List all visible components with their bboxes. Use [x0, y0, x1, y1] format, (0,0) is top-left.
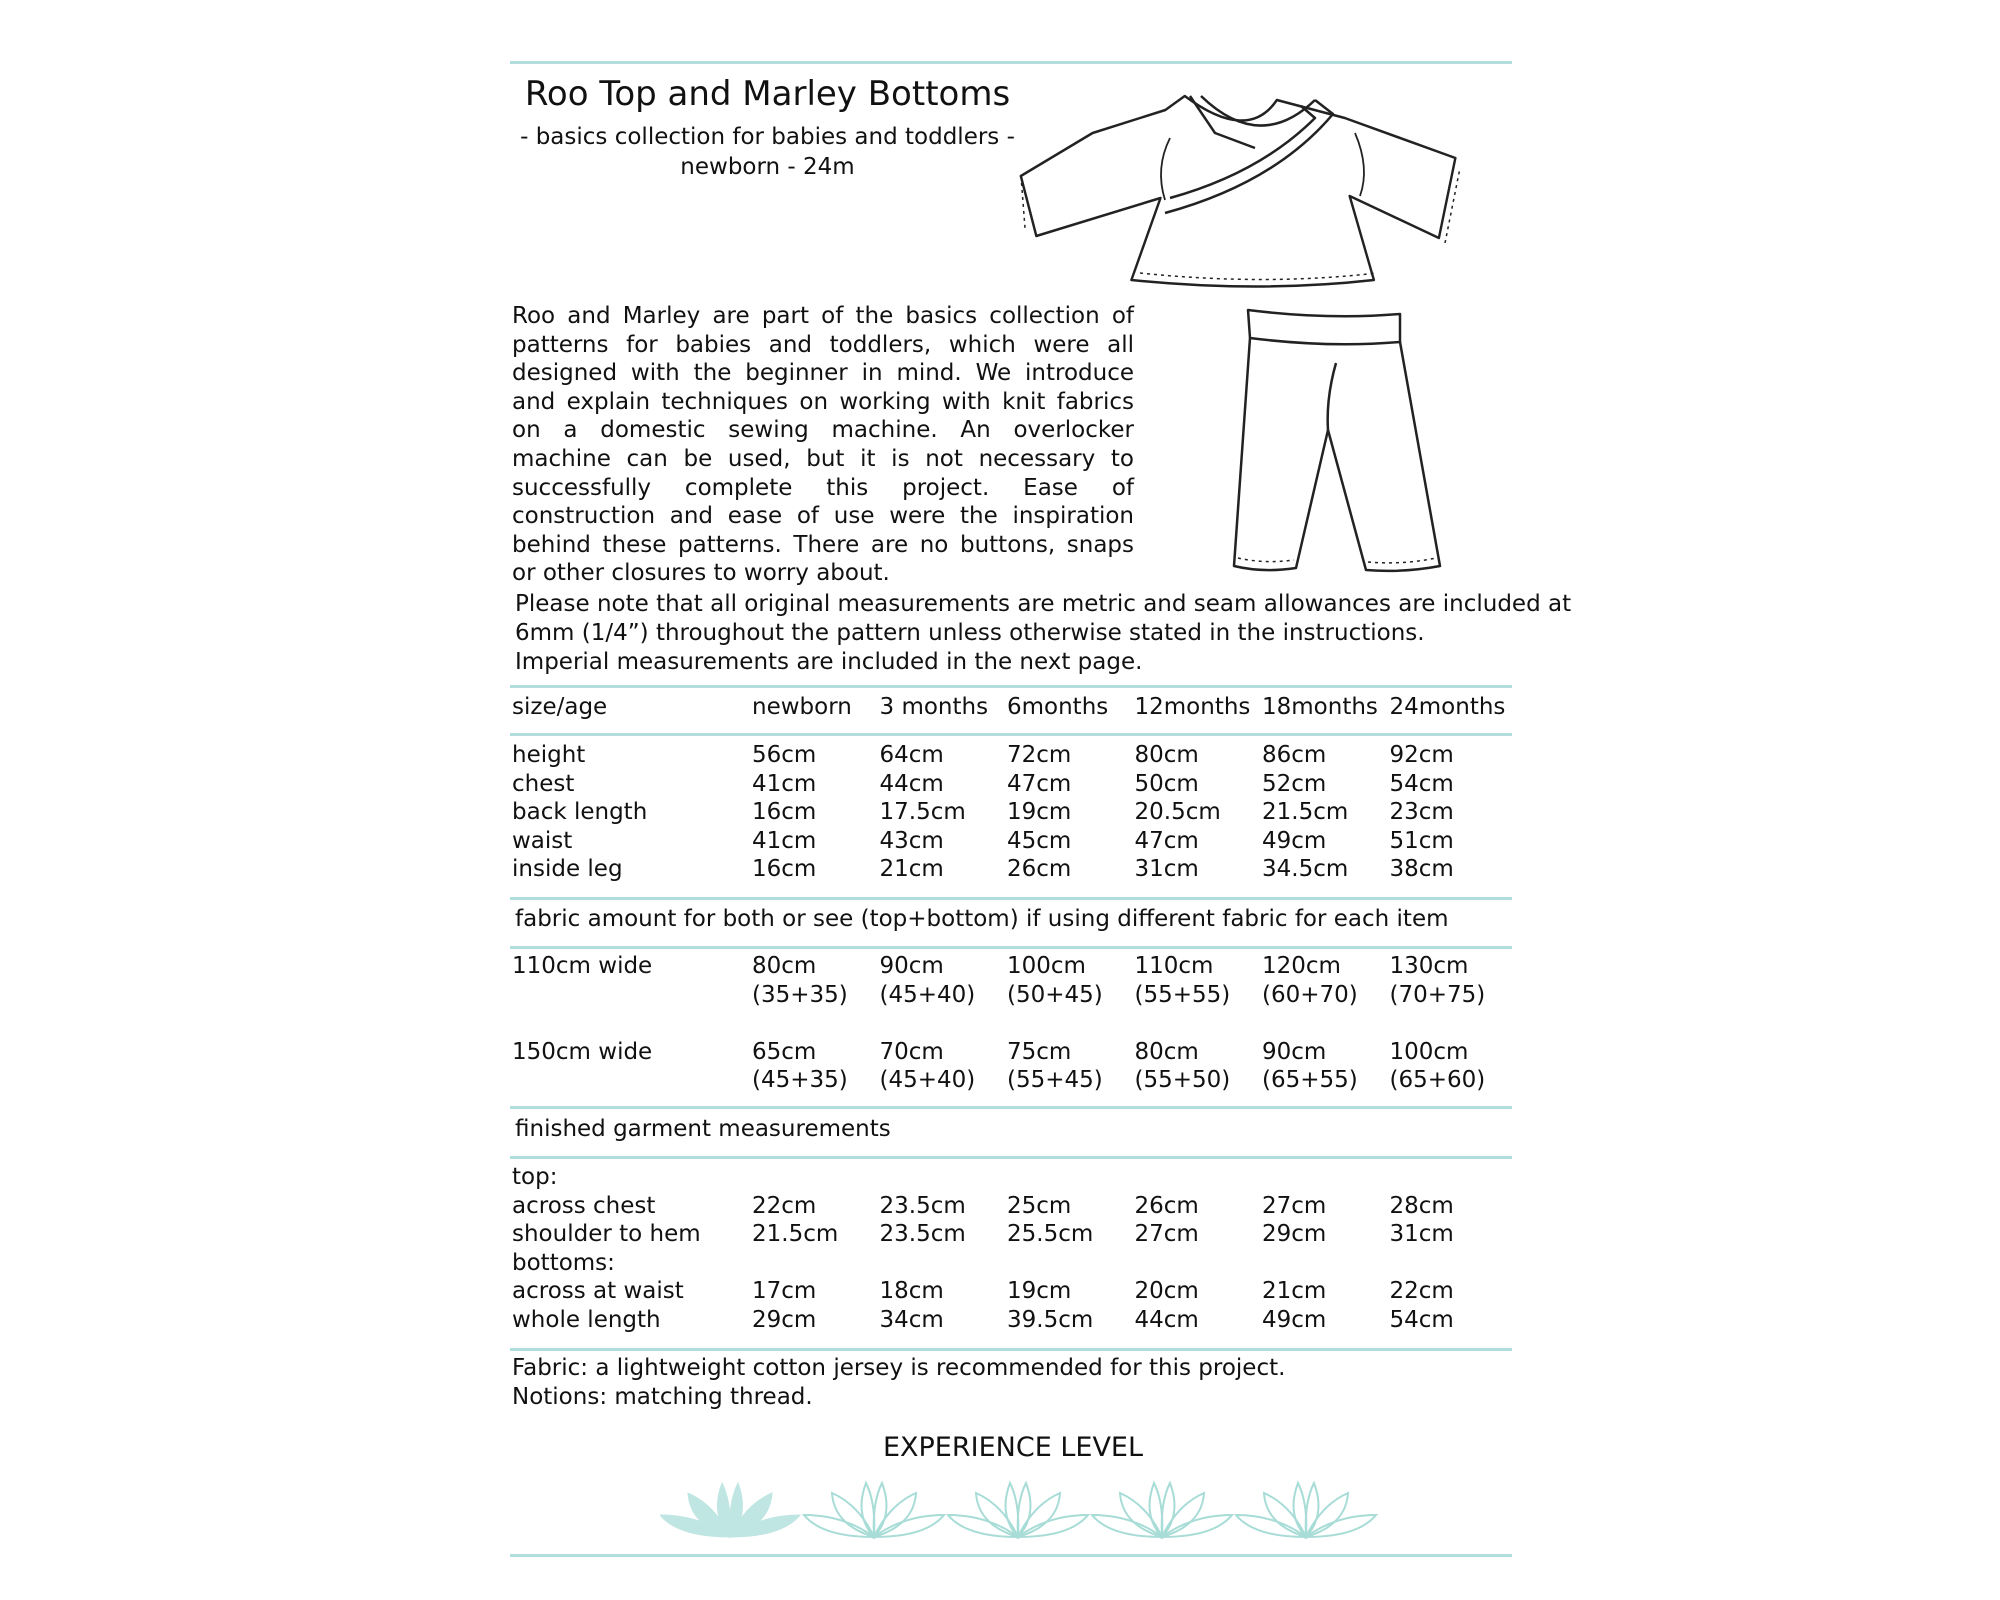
fabric-notes [512, 1354, 1285, 1412]
cell: (45+35) [752, 1067, 848, 1094]
cell: 39.5cm [1007, 1306, 1094, 1333]
header-cell: 24months [1389, 694, 1506, 720]
size-table-header [512, 694, 1517, 723]
cell: 21.5cm [1262, 799, 1349, 826]
cell: 70cm [879, 1038, 944, 1065]
cell: 100cm [1007, 953, 1086, 979]
lotus-icon [660, 1483, 800, 1537]
fabric-recommendation: Fabric: a lightweight cotton jersey is recommended for this project. [512, 1355, 1286, 1381]
table-row [512, 1221, 1517, 1250]
measurement-note [515, 590, 1571, 677]
size-table [512, 742, 1517, 885]
cell: 17cm [752, 1278, 817, 1305]
fabric-heading-rule [510, 946, 1512, 949]
note-line: Please note that all original measurements are metric and seam allowances are included at [515, 591, 1572, 617]
row-label: 150cm wide [512, 1038, 653, 1065]
collection-subtitle: - basics collection for babies and toddlers - [520, 124, 1015, 150]
cell: 16cm [752, 856, 817, 883]
section-label: bottoms: [512, 1249, 615, 1276]
finished-heading: finished garment measurements [515, 1116, 891, 1142]
cell: 80cm [752, 953, 817, 979]
cell: (55+55) [1134, 981, 1231, 1008]
cell: 100cm [1389, 1038, 1469, 1065]
bottom-rule [510, 1554, 1512, 1557]
cell: 27cm [1262, 1192, 1327, 1219]
table-row [512, 1067, 1517, 1096]
cell: (55+50) [1134, 1067, 1231, 1094]
cell: 65cm [752, 1038, 817, 1065]
lotus-icon [804, 1483, 944, 1537]
cell: 54cm [1389, 1306, 1454, 1333]
cell: 16cm [752, 799, 817, 826]
cell: (50+45) [1007, 981, 1103, 1008]
cell: 20.5cm [1134, 799, 1221, 826]
table-row [512, 771, 1517, 800]
top-rule [510, 61, 1512, 64]
cell: 52cm [1262, 770, 1327, 797]
header-cell: 12months [1134, 694, 1251, 720]
table-row [512, 1193, 1517, 1222]
cell: 47cm [1007, 770, 1072, 797]
cell: 20cm [1134, 1278, 1199, 1305]
header-cell: 18months [1262, 694, 1378, 720]
cell: 92cm [1389, 742, 1454, 768]
table-row [512, 799, 1517, 828]
row-label: back length [512, 799, 648, 826]
cell: 19cm [1007, 799, 1072, 826]
cell: 31cm [1389, 1221, 1454, 1248]
cell: 19cm [1007, 1278, 1072, 1305]
cell: (60+70) [1262, 981, 1358, 1008]
cell: 23.5cm [879, 1192, 966, 1219]
table-row [512, 953, 1517, 982]
cell: 38cm [1389, 856, 1454, 883]
lotus-icon [1236, 1483, 1376, 1537]
fabric-table [512, 953, 1517, 1096]
fabric-bottom-rule [510, 1106, 1512, 1109]
cell: 21.5cm [752, 1221, 839, 1248]
cell: 72cm [1007, 742, 1072, 768]
header-cell: size/age [512, 694, 608, 720]
cell: 31cm [1134, 856, 1199, 883]
experience-level-rating [660, 1475, 1380, 1545]
cell: 29cm [1262, 1221, 1327, 1248]
finished-bottom-rule [510, 1348, 1512, 1351]
cell: 41cm [752, 827, 817, 854]
cell: 44cm [879, 770, 944, 797]
cell: 110cm [1134, 953, 1214, 979]
cell: 27cm [1134, 1221, 1199, 1248]
cell: 90cm [1262, 1038, 1327, 1065]
cell: 41cm [752, 770, 817, 797]
row-label: chest [512, 770, 575, 797]
table-row [512, 1039, 1517, 1068]
experience-level-title: EXPERIENCE LEVEL [882, 1432, 1144, 1463]
page-title: Roo Top and Marley Bottoms [524, 74, 1011, 114]
cell: 34cm [879, 1306, 944, 1333]
row-label: shoulder to hem [512, 1221, 701, 1248]
header-bottom-rule [510, 733, 1512, 736]
row-label: height [512, 742, 586, 768]
table-row [512, 1307, 1517, 1336]
table-row [512, 828, 1517, 857]
cell: 22cm [1389, 1278, 1454, 1305]
roo-top-illustration [1015, 88, 1465, 293]
cell: 22cm [752, 1192, 817, 1219]
marley-bottoms-illustration [1228, 308, 1458, 580]
row-label: whole length [512, 1306, 661, 1333]
table-row [512, 742, 1517, 771]
cell: 120cm [1262, 953, 1341, 979]
cell: 50cm [1134, 770, 1199, 797]
cell: 80cm [1134, 742, 1199, 768]
cell: 28cm [1389, 1192, 1454, 1219]
cell: 21cm [879, 856, 944, 883]
cell: 17.5cm [879, 799, 966, 826]
intro-paragraph: Roo and Marley are part of the basics collection of patterns for babies and toddlers, which were all designed with the beginner in mind. We introduce and explain techniques on working with knit fabrics on a domestic sewing machine. An overlocker machine can be used, but it is not necessary to successfully complete this project. Ease of construction and ease of use were the inspiration behind these patterns. There are no buttons, snaps or other closures to worry about. [512, 303, 1134, 587]
size-table-bottom-rule [510, 897, 1512, 900]
table-row [512, 982, 1517, 1011]
cell: 47cm [1134, 827, 1199, 854]
note-line: 6mm (1/4”) throughout the pattern unless otherwise stated in the instructions. [515, 620, 1425, 646]
cell: 25.5cm [1007, 1221, 1094, 1248]
header-cell: 3 months [879, 694, 989, 720]
cell: 49cm [1262, 827, 1327, 854]
lotus-icon [948, 1483, 1088, 1537]
section-label: top: [512, 1164, 558, 1190]
cell: 49cm [1262, 1306, 1327, 1333]
cell: (65+55) [1262, 1067, 1358, 1094]
cell: 26cm [1134, 1192, 1199, 1219]
finished-heading-rule [510, 1156, 1512, 1159]
table-top-rule [510, 685, 1512, 688]
cell: 56cm [752, 742, 817, 768]
header-cell: newborn [752, 694, 852, 720]
cell: 25cm [1007, 1192, 1072, 1219]
table-row [512, 1250, 1517, 1279]
cell: (65+60) [1389, 1067, 1486, 1094]
cell: 90cm [879, 953, 944, 979]
table-row [512, 1164, 1517, 1193]
cell: 45cm [1007, 827, 1072, 854]
row-label: 110cm wide [512, 953, 653, 979]
cell: 44cm [1134, 1306, 1199, 1333]
cell: 18cm [879, 1278, 944, 1305]
cell: 130cm [1389, 953, 1469, 979]
cell: (70+75) [1389, 981, 1486, 1008]
notions-note: Notions: matching thread. [512, 1384, 813, 1410]
cell: (45+40) [879, 981, 976, 1008]
header-cell: 6months [1007, 694, 1109, 720]
finished-table [512, 1164, 1517, 1336]
row-label: inside leg [512, 856, 623, 883]
cell: 23.5cm [879, 1221, 966, 1248]
cell: 29cm [752, 1306, 817, 1333]
cell: 34.5cm [1262, 856, 1349, 883]
row-label: across at waist [512, 1278, 684, 1305]
table-row [512, 1278, 1517, 1307]
cell: 86cm [1262, 742, 1327, 768]
cell: 23cm [1389, 799, 1454, 826]
cell: (55+45) [1007, 1067, 1103, 1094]
cell: 21cm [1262, 1278, 1327, 1305]
size-range: newborn - 24m [680, 154, 855, 180]
table-row [512, 856, 1517, 885]
row-label: waist [512, 827, 573, 854]
cell: (45+40) [879, 1067, 976, 1094]
cell: 54cm [1389, 770, 1454, 797]
page-subtitle [510, 122, 1025, 182]
lotus-icon [1092, 1483, 1232, 1537]
cell: 26cm [1007, 856, 1072, 883]
note-line: Imperial measurements are included in the next page. [515, 649, 1143, 675]
cell: 75cm [1007, 1038, 1072, 1065]
row-label: across chest [512, 1192, 656, 1219]
cell: (35+35) [752, 981, 848, 1008]
cell: 80cm [1134, 1038, 1199, 1065]
cell: 51cm [1389, 827, 1454, 854]
cell: 64cm [879, 742, 944, 768]
cell: 43cm [879, 827, 944, 854]
fabric-heading: fabric amount for both or see (top+bottom) if using different fabric for each item [515, 906, 1449, 932]
